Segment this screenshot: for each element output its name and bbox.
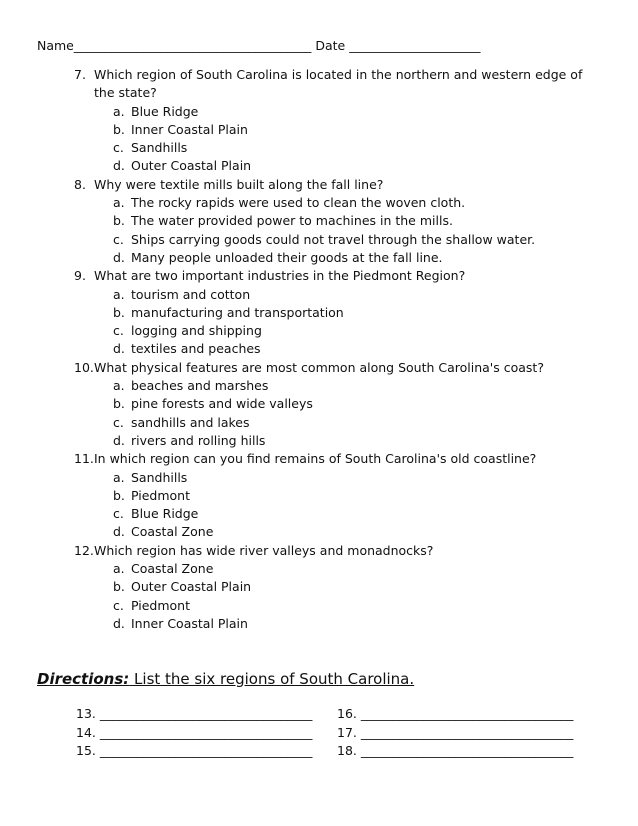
choice-letter: d. — [113, 524, 125, 540]
question-number: 9. — [74, 268, 86, 284]
answer-choice[interactable] — [0, 560, 638, 578]
choice-text: Blue Ridge — [131, 103, 199, 119]
choice-text: Sandhills — [131, 469, 188, 485]
choice-text: Coastal Zone — [131, 524, 214, 540]
answer-blank-18[interactable] — [337, 742, 573, 761]
answer-blanks — [0, 705, 638, 761]
question-text: In which region can you find remains of South Carolina's old coastline? — [94, 451, 537, 467]
directions-label: Directions: — [37, 670, 130, 688]
blank-number: 15. — [76, 743, 96, 758]
choice-text: beaches and marshes — [131, 378, 269, 394]
choice-text: Ships carrying goods could not travel through the shallow water. — [131, 231, 536, 247]
choice-text: sandhills and lakes — [131, 414, 250, 430]
question-text: Which region has wide river valleys and monadnocks? — [94, 542, 434, 558]
question-number: 11. — [74, 451, 94, 467]
answer-choice[interactable] — [0, 615, 638, 633]
blank-line: __________________________________ — [99, 724, 313, 740]
choice-letter: b. — [113, 579, 125, 595]
blank-number: 14. — [76, 724, 96, 740]
answer-choice[interactable] — [0, 121, 638, 139]
choice-letter: c. — [113, 140, 124, 156]
question-text: What physical features are most common along South Carolina's coast? — [94, 359, 544, 375]
blank-line: __________________________________ — [360, 724, 574, 740]
question-7 — [0, 66, 638, 176]
name-field[interactable]: ______________________________________ — [73, 38, 312, 53]
choice-text: rivers and rolling hills — [131, 432, 266, 448]
blank-number: 16. — [337, 706, 357, 721]
answer-choice[interactable] — [0, 597, 638, 615]
blank-number: 17. — [337, 724, 357, 740]
answer-choice[interactable] — [0, 139, 638, 157]
choice-letter: d. — [113, 158, 125, 174]
choice-text: Outer Coastal Plain — [131, 158, 252, 174]
blank-row — [0, 705, 638, 724]
blank-line: __________________________________ — [360, 706, 574, 721]
blank-line: __________________________________ — [99, 743, 313, 758]
choice-letter: d. — [113, 432, 125, 448]
question-number: 10. — [74, 359, 94, 375]
choice-letter: d. — [113, 341, 125, 357]
blank-row — [0, 742, 638, 761]
choice-letter: b. — [113, 487, 125, 503]
blank-row — [0, 724, 638, 743]
choice-letter: b. — [113, 304, 125, 320]
question-number: 8. — [74, 176, 86, 192]
choice-text: textiles and peaches — [131, 341, 261, 357]
question-text: Which region of South Carolina is located in the northern and western edge of the state? — [94, 67, 583, 101]
choice-letter: a. — [113, 103, 125, 119]
answer-choice[interactable] — [0, 505, 638, 523]
choice-text: Outer Coastal Plain — [131, 579, 252, 595]
choice-text: Many people unloaded their goods at the fall line. — [131, 249, 443, 265]
choice-letter: c. — [113, 323, 124, 339]
choice-letter: d. — [113, 615, 125, 631]
choice-letter: b. — [113, 213, 125, 229]
blank-line: __________________________________ — [99, 706, 313, 721]
answer-choice[interactable] — [0, 523, 638, 541]
answer-choice[interactable] — [0, 414, 638, 432]
directions-text: List the six regions of South Carolina. — [129, 670, 415, 688]
question-12 — [0, 542, 638, 633]
choice-text: Inner Coastal Plain — [131, 121, 248, 137]
date-field[interactable]: _____________________ — [349, 38, 481, 53]
blank-line: __________________________________ — [360, 743, 574, 758]
blank-number: 13. — [76, 706, 96, 721]
choice-text: The water provided power to machines in the mills. — [131, 213, 453, 229]
blank-number: 18. — [337, 743, 357, 758]
date-label: Date — [311, 38, 350, 53]
question-list — [0, 66, 638, 633]
choice-letter: a. — [113, 195, 125, 211]
choice-text: Piedmont — [131, 487, 191, 503]
answer-choice[interactable] — [0, 286, 638, 304]
choice-letter: c. — [113, 506, 124, 522]
answer-choice[interactable] — [0, 395, 638, 413]
choice-letter: c. — [113, 414, 124, 430]
choice-letter: a. — [113, 469, 125, 485]
question-11 — [0, 450, 638, 541]
choice-text: manufacturing and transportation — [131, 304, 344, 320]
answer-choice[interactable] — [0, 304, 638, 322]
choice-text: Coastal Zone — [131, 561, 214, 577]
choice-text: Blue Ridge — [131, 506, 199, 522]
choice-letter: c. — [113, 597, 124, 613]
answer-choice[interactable] — [0, 212, 638, 230]
choice-text: Sandhills — [131, 140, 188, 156]
question-10 — [0, 359, 638, 450]
answer-choice[interactable] — [0, 432, 638, 450]
question-number: 12. — [74, 542, 94, 558]
name-label: Name — [37, 38, 74, 53]
answer-blank-17[interactable] — [337, 724, 573, 743]
choice-letter: a. — [113, 286, 125, 302]
choice-letter: c. — [113, 231, 124, 247]
answer-choice[interactable] — [0, 231, 638, 249]
choice-text: logging and shipping — [131, 323, 262, 339]
choice-text: tourism and cotton — [131, 286, 251, 302]
choice-text: Piedmont — [131, 597, 191, 613]
question-8 — [0, 176, 638, 267]
answer-choice[interactable] — [0, 103, 638, 121]
choice-text: The rocky rapids were used to clean the woven cloth. — [131, 195, 466, 211]
answer-choice[interactable] — [0, 469, 638, 487]
answer-blank-13[interactable] — [76, 705, 312, 724]
directions — [37, 670, 414, 688]
choice-text: pine forests and wide valleys — [131, 396, 313, 412]
answer-choice[interactable] — [0, 249, 638, 267]
choice-letter: a. — [113, 378, 125, 394]
choice-letter: a. — [113, 561, 125, 577]
header-line — [37, 38, 480, 53]
choice-letter: b. — [113, 396, 125, 412]
choice-letter: d. — [113, 249, 125, 265]
answer-choice[interactable] — [0, 157, 638, 175]
answer-choice[interactable] — [0, 377, 638, 395]
choice-text: Inner Coastal Plain — [131, 615, 248, 631]
answer-blank-16[interactable] — [337, 705, 573, 724]
answer-choice[interactable] — [0, 322, 638, 340]
question-number: 7. — [74, 67, 86, 82]
answer-choice[interactable] — [0, 578, 638, 596]
answer-choice[interactable] — [0, 487, 638, 505]
question-9 — [0, 267, 638, 358]
answer-choice[interactable] — [0, 194, 638, 212]
question-text: What are two important industries in the Piedmont Region? — [94, 268, 466, 284]
choice-letter: b. — [113, 121, 125, 137]
question-text: Why were textile mills built along the fall line? — [94, 176, 384, 192]
answer-blank-15[interactable] — [76, 742, 312, 761]
answer-choice[interactable] — [0, 340, 638, 358]
answer-blank-14[interactable] — [76, 724, 312, 743]
